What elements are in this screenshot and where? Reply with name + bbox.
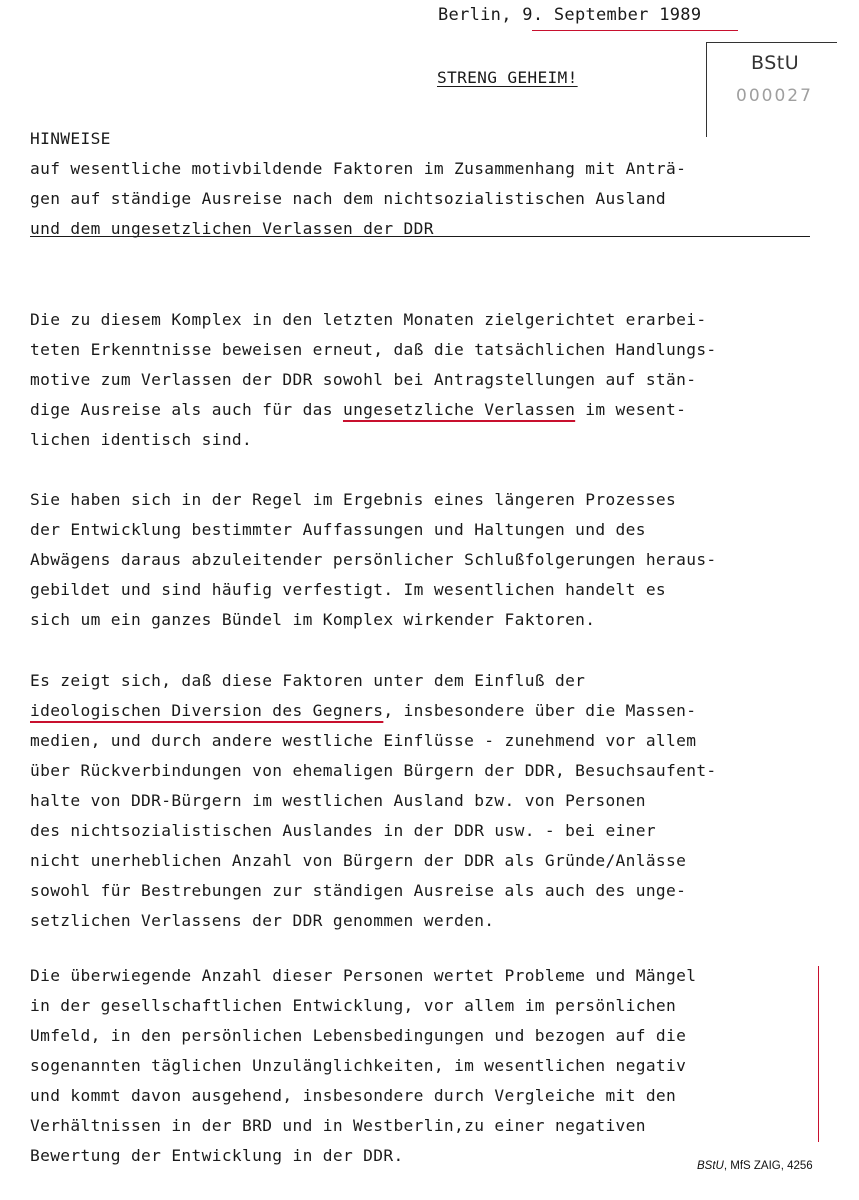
paragraph-1-line: lichen identisch sind. (30, 430, 253, 449)
paragraph-2-line: Sie haben sich in der Regel im Ergebnis eines längeren Prozesses (30, 490, 677, 509)
paragraph-1-line: motive zum Verlassen der DDR sowohl bei Antragstellungen auf stän- (30, 370, 697, 389)
stamp-number: 000027 (736, 86, 813, 106)
date-place: Berlin, (438, 5, 523, 25)
paragraph-2-line: gebildet und sind häufig verfestigt. Im wesentlichen handelt es (30, 580, 667, 599)
title-underline (30, 236, 810, 237)
paragraph-4-line: in der gesellschaftlichen Entwicklung, vor allem im persönlichen (30, 996, 677, 1015)
paragraph-4-line: und kommt davon ausgehend, insbesondere durch Vergleiche mit den (30, 1086, 677, 1105)
title-line: gen auf ständige Ausreise nach dem nichtsozialistischen Ausland (30, 189, 667, 208)
text-segment: dige Ausreise als auch für das (30, 400, 343, 419)
text-segment: im wesent- (575, 400, 687, 419)
paragraph-2-line: Abwägens daraus abzuleitender persönlicher Schlußfolgerungen heraus- (30, 550, 717, 569)
document-date (438, 4, 701, 26)
archive-signature: , MfS ZAIG, 4256 (723, 1160, 813, 1172)
red-underlined-phrase: ideologischen Diversion des Gegners (30, 701, 384, 720)
title-line: und dem ungesetzlichen Verlassen der DDR (30, 219, 434, 238)
paragraph-4-line: sogenannten täglichen Unzulänglichkeiten, im wesentlichen negativ (30, 1056, 687, 1075)
paragraph-2-line: sich um ein ganzes Bündel im Komplex wirkender Faktoren. (30, 610, 596, 629)
paragraph-4-line: Bewertung der Entwicklung in der DDR. (30, 1146, 404, 1165)
paragraph-3-line (30, 701, 696, 721)
paragraph-3-line: setzlichen Verlassens der DDR genommen werden. (30, 911, 495, 930)
paragraph-1-line: teten Erkenntnisse beweisen erneut, daß die tatsächlichen Handlungs- (30, 340, 717, 359)
date-red-underline (532, 30, 738, 31)
paragraph-4-line: Verhältnissen in der BRD und in Westberlin,zu einer negativen (30, 1116, 646, 1135)
paragraph-3-line: nicht unerheblichen Anzahl von Bürgern der DDR als Gründe/Anlässe (30, 851, 687, 870)
title-line: auf wesentliche motivbildende Faktoren im Zusammenhang mit Anträ- (30, 159, 687, 178)
archive-reference (697, 1160, 813, 1172)
paragraph-3-line: Es zeigt sich, daß diese Faktoren unter dem Einfluß der (30, 671, 586, 690)
title-heading: HINWEISE (30, 129, 111, 148)
paragraph-3-line: des nichtsozialistischen Auslandes in der DDR usw. - bei einer (30, 821, 656, 840)
paragraph-3-line: halte von DDR-Bürgern im westlichen Ausland bzw. von Personen (30, 791, 646, 810)
date-value: 9. September 1989 (522, 5, 702, 25)
classification-label: STRENG GEHEIM! (437, 68, 578, 87)
paragraph-3-line: medien, und durch andere westliche Einflüsse - zunehmend vor allem (30, 731, 697, 750)
paragraph-1-line (30, 400, 686, 420)
paragraph-2-line: der Entwicklung bestimmter Auffassungen und Haltungen und des (30, 520, 646, 539)
archive-agency: BStU (697, 1160, 724, 1172)
paragraph-4-line: Die überwiegende Anzahl dieser Personen wertet Probleme und Mängel (30, 966, 697, 985)
stamp-title: BStU (751, 52, 800, 74)
text-segment: , insbesondere über die Massen- (383, 701, 697, 720)
paragraph-3-line: sowohl für Bestrebungen zur ständigen Ausreise als auch des unge- (30, 881, 687, 900)
paragraph-3-line: über Rückverbindungen von ehemaligen Bürgern der DDR, Besuchsaufent- (30, 761, 717, 780)
margin-red-line (818, 966, 819, 1142)
red-underlined-phrase: ungesetzliche Verlassen (342, 400, 576, 419)
paragraph-4-line: Umfeld, in den persönlichen Lebensbedingungen und bezogen auf die (30, 1026, 687, 1045)
paragraph-1-line: Die zu diesem Komplex in den letzten Monaten zielgerichtet erarbei- (30, 310, 707, 329)
